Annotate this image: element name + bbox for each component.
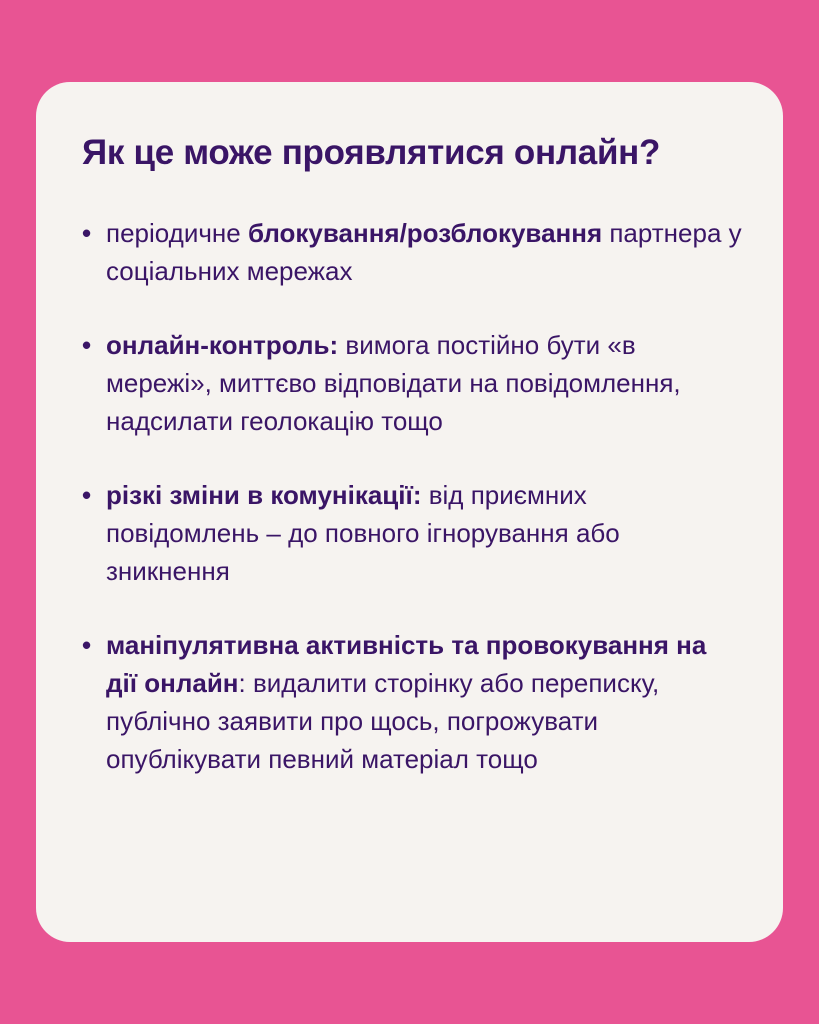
item-text: вимога постійно бути «в мережі», миттєво відповідати на повідомлення, надсилати геолокацію тощо: [106, 330, 681, 436]
item-highlight: онлайн-контроль:: [106, 330, 339, 360]
item-text: : видалити сторінку або переписку, публічно заявити про щось, погрожувати опублікувати певний матеріал тощо: [106, 668, 660, 774]
item-highlight: різкі зміни в комунікації:: [106, 480, 422, 510]
item-highlight: маніпулятивна активність та провокування на дії онлайн: [106, 630, 707, 698]
bullet-icon: •: [82, 218, 92, 248]
list-item-communication-changes: [82, 476, 743, 590]
list-item-manipulative-activity: [82, 626, 743, 778]
bullet-icon: •: [82, 330, 92, 360]
item-text: від приємних повідомлень – до повного ігнорування або зникнення: [106, 480, 620, 586]
bullet-list: [82, 214, 743, 778]
item-highlight: блокування/розблокування: [247, 218, 603, 248]
list-item-blocking: [82, 214, 743, 290]
item-text: партнера у соціальних мережах: [106, 218, 742, 286]
item-prefix: періодичне: [106, 218, 248, 248]
bullet-icon: •: [82, 630, 92, 660]
list-item-online-control: [82, 326, 743, 440]
content-card: [36, 82, 783, 942]
page-title: Як це може проявлятися онлайн?: [82, 133, 661, 172]
bullet-icon: •: [82, 480, 92, 510]
